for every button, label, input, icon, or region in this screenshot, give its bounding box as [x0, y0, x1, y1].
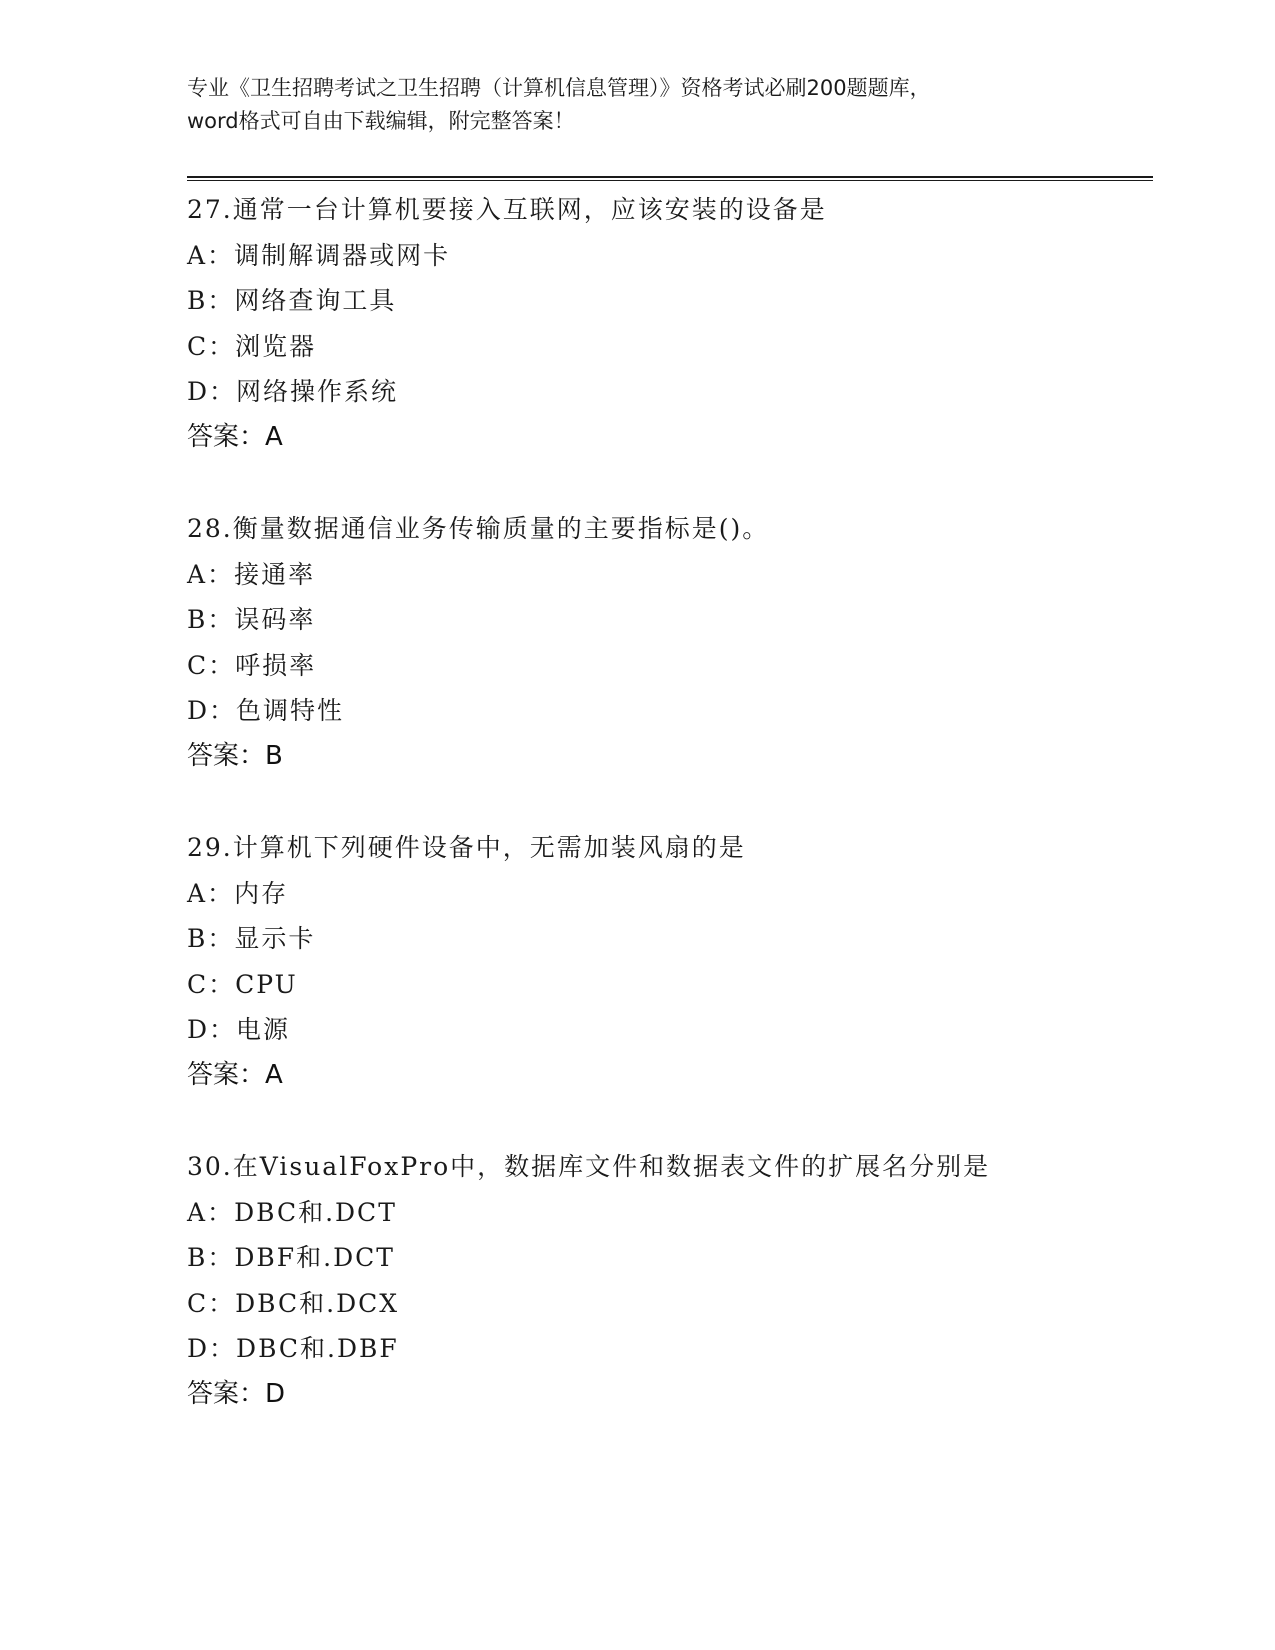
option-d: [187, 688, 1153, 734]
option-c: [187, 1281, 1153, 1327]
option-b: [187, 597, 1153, 643]
header-divider: [187, 176, 1153, 182]
option-label: D：: [187, 1334, 237, 1363]
answer-label: 答案：: [187, 1378, 266, 1409]
question-list: [187, 187, 1153, 1463]
document-header: [187, 72, 1087, 138]
option-c: [187, 962, 1153, 1008]
header-title-line-1: 专业《卫生招聘考试之卫生招聘（计算机信息管理）》资格考试必刷200题题库，: [187, 76, 931, 100]
option-label: A：: [187, 240, 235, 270]
option-label: D：: [187, 377, 237, 406]
answer-value: A: [265, 421, 283, 452]
option-label: D：: [187, 696, 237, 725]
option-d: [187, 369, 1153, 415]
answer-label: 答案：: [187, 421, 266, 452]
option-d: [187, 1326, 1153, 1372]
answer-value: A: [265, 1059, 283, 1090]
answer-line: [187, 1372, 1153, 1418]
option-a: [187, 1190, 1153, 1236]
option-text: 电源: [236, 1015, 291, 1044]
option-label: C：: [187, 650, 236, 680]
option-text: 浏览器: [235, 331, 317, 361]
divider-thick-line: [187, 176, 1153, 178]
option-label: A：: [187, 1197, 235, 1227]
option-text: DBC和.DCX: [235, 1288, 400, 1318]
option-text: 显示卡: [234, 924, 316, 953]
option-text: 接通率: [234, 559, 316, 589]
question-28: [187, 506, 1153, 825]
option-label: B：: [187, 605, 235, 634]
question-30: [187, 1144, 1153, 1463]
option-label: C：: [187, 331, 236, 361]
question-29: [187, 825, 1153, 1144]
option-a: [187, 871, 1153, 917]
question-stem: 29.计算机下列硬件设备中，无需加装风扇的是: [187, 833, 746, 862]
option-text: 内存: [234, 878, 289, 908]
question-27: [187, 187, 1153, 506]
option-b: [187, 1235, 1153, 1281]
header-title-line-2: word格式可自由下载编辑，附完整答案！: [187, 109, 575, 133]
option-a: [187, 552, 1153, 598]
divider-thin-line: [187, 180, 1153, 181]
option-label: B：: [187, 924, 235, 953]
option-label: A：: [187, 878, 235, 908]
answer-value: D: [265, 1378, 286, 1409]
option-text: DBC和.DCT: [234, 1197, 397, 1227]
option-text: 网络查询工具: [234, 286, 397, 315]
option-label: B：: [187, 286, 235, 315]
question-stem: 27.通常一台计算机要接入互联网，应该安装的设备是: [187, 195, 827, 224]
question-stem: 30.在VisualFoxPro中，数据库文件和数据表文件的扩展名分别是: [187, 1152, 991, 1181]
option-label: A：: [187, 559, 235, 589]
answer-line: [187, 1053, 1153, 1099]
answer-label: 答案：: [187, 1059, 266, 1090]
option-text: 调制解调器或网卡: [234, 240, 451, 270]
answer-label: 答案：: [187, 740, 266, 771]
option-label: C：: [187, 1288, 236, 1318]
option-text: DBF和.DCT: [234, 1243, 395, 1272]
option-a: [187, 233, 1153, 279]
option-c: [187, 643, 1153, 689]
option-text: CPU: [235, 969, 298, 999]
answer-line: [187, 415, 1153, 461]
question-stem: 28.衡量数据通信业务传输质量的主要指标是()。: [187, 514, 770, 543]
option-text: 误码率: [234, 605, 316, 634]
option-label: C：: [187, 969, 236, 999]
answer-line: [187, 734, 1153, 780]
option-d: [187, 1007, 1153, 1053]
option-text: 网络操作系统: [236, 377, 399, 406]
option-label: B：: [187, 1243, 235, 1272]
option-b: [187, 916, 1153, 962]
option-label: D：: [187, 1015, 237, 1044]
option-c: [187, 324, 1153, 370]
option-b: [187, 278, 1153, 324]
option-text: DBC和.DBF: [236, 1334, 399, 1363]
answer-value: B: [265, 740, 283, 771]
option-text: 色调特性: [236, 696, 345, 725]
option-text: 呼损率: [235, 650, 317, 680]
